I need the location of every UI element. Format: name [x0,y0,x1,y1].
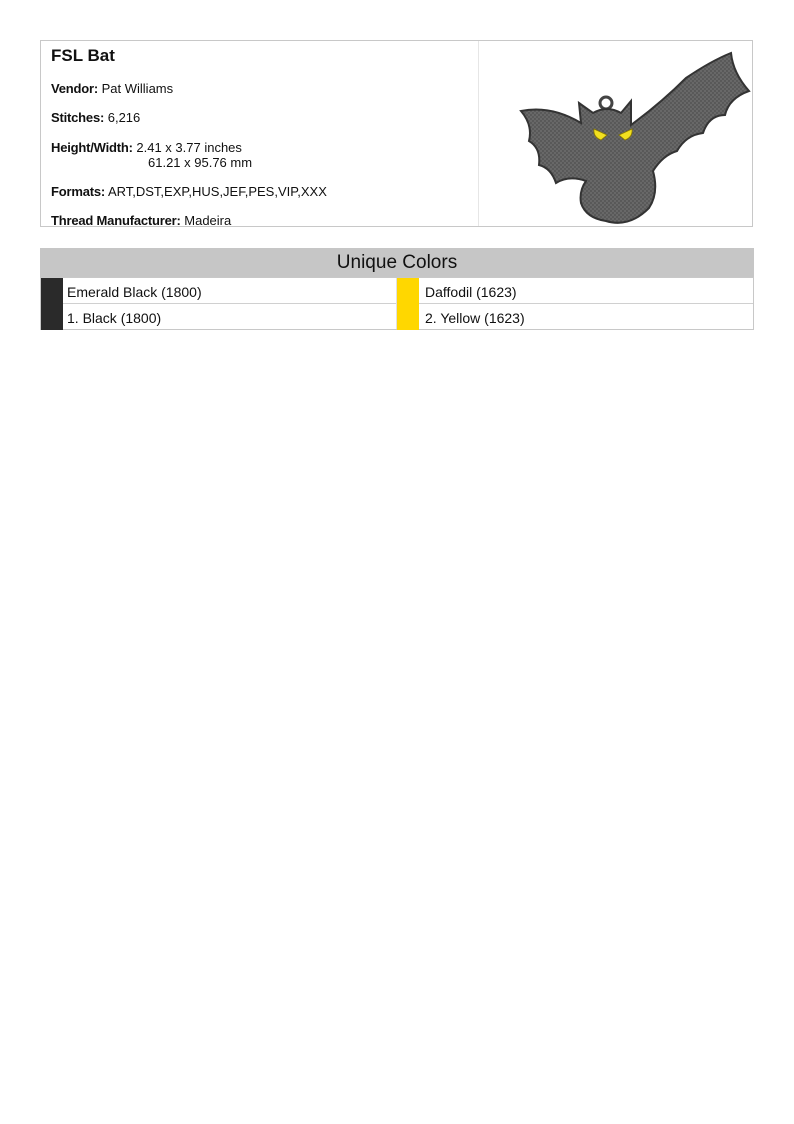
color-label-daffodil: Daffodil (1623) [425,284,517,300]
bat-design-preview [481,43,751,224]
stitches-row [51,110,140,125]
image-divider [478,41,479,226]
color-label-yellow: 2. Yellow (1623) [425,310,525,326]
bat-silhouette-icon [521,53,749,223]
color-label-black: 1. Black (1800) [67,310,162,326]
stitches-label: Stitches: [51,110,105,125]
thread-value: Madeira [184,213,232,228]
height-width-mm: 61.21 x 95.76 mm [148,155,253,170]
design-info-panel [40,40,753,227]
color-swatch-black [41,304,63,330]
color-label-emerald-black: Emerald Black (1800) [67,284,202,300]
vendor-label: Vendor: [51,81,98,96]
formats-value: ART,DST,EXP,HUS,JEF,PES,VIP,XXX [107,184,327,199]
color-swatch-daffodil [397,278,419,304]
vendor-row [51,81,173,96]
design-title: FSL Bat [51,46,115,65]
height-width-inches: 2.41 x 3.77 inches [136,140,242,155]
thread-label: Thread Manufacturer: [51,213,181,228]
unique-colors-table [40,277,754,330]
thread-row [51,213,231,228]
stitches-value: 6,216 [107,110,141,125]
color-swatch-yellow [397,304,419,330]
hanging-loop-icon [600,97,612,109]
color-swatch-emerald-black [41,278,63,304]
vendor-value: Pat Williams [101,81,174,96]
formats-label: Formats: [51,184,106,199]
unique-colors-header: Unique Colors [40,248,754,277]
formats-row [51,184,327,199]
height-width-row [51,140,253,170]
height-width-label: Height/Width: [51,140,133,155]
